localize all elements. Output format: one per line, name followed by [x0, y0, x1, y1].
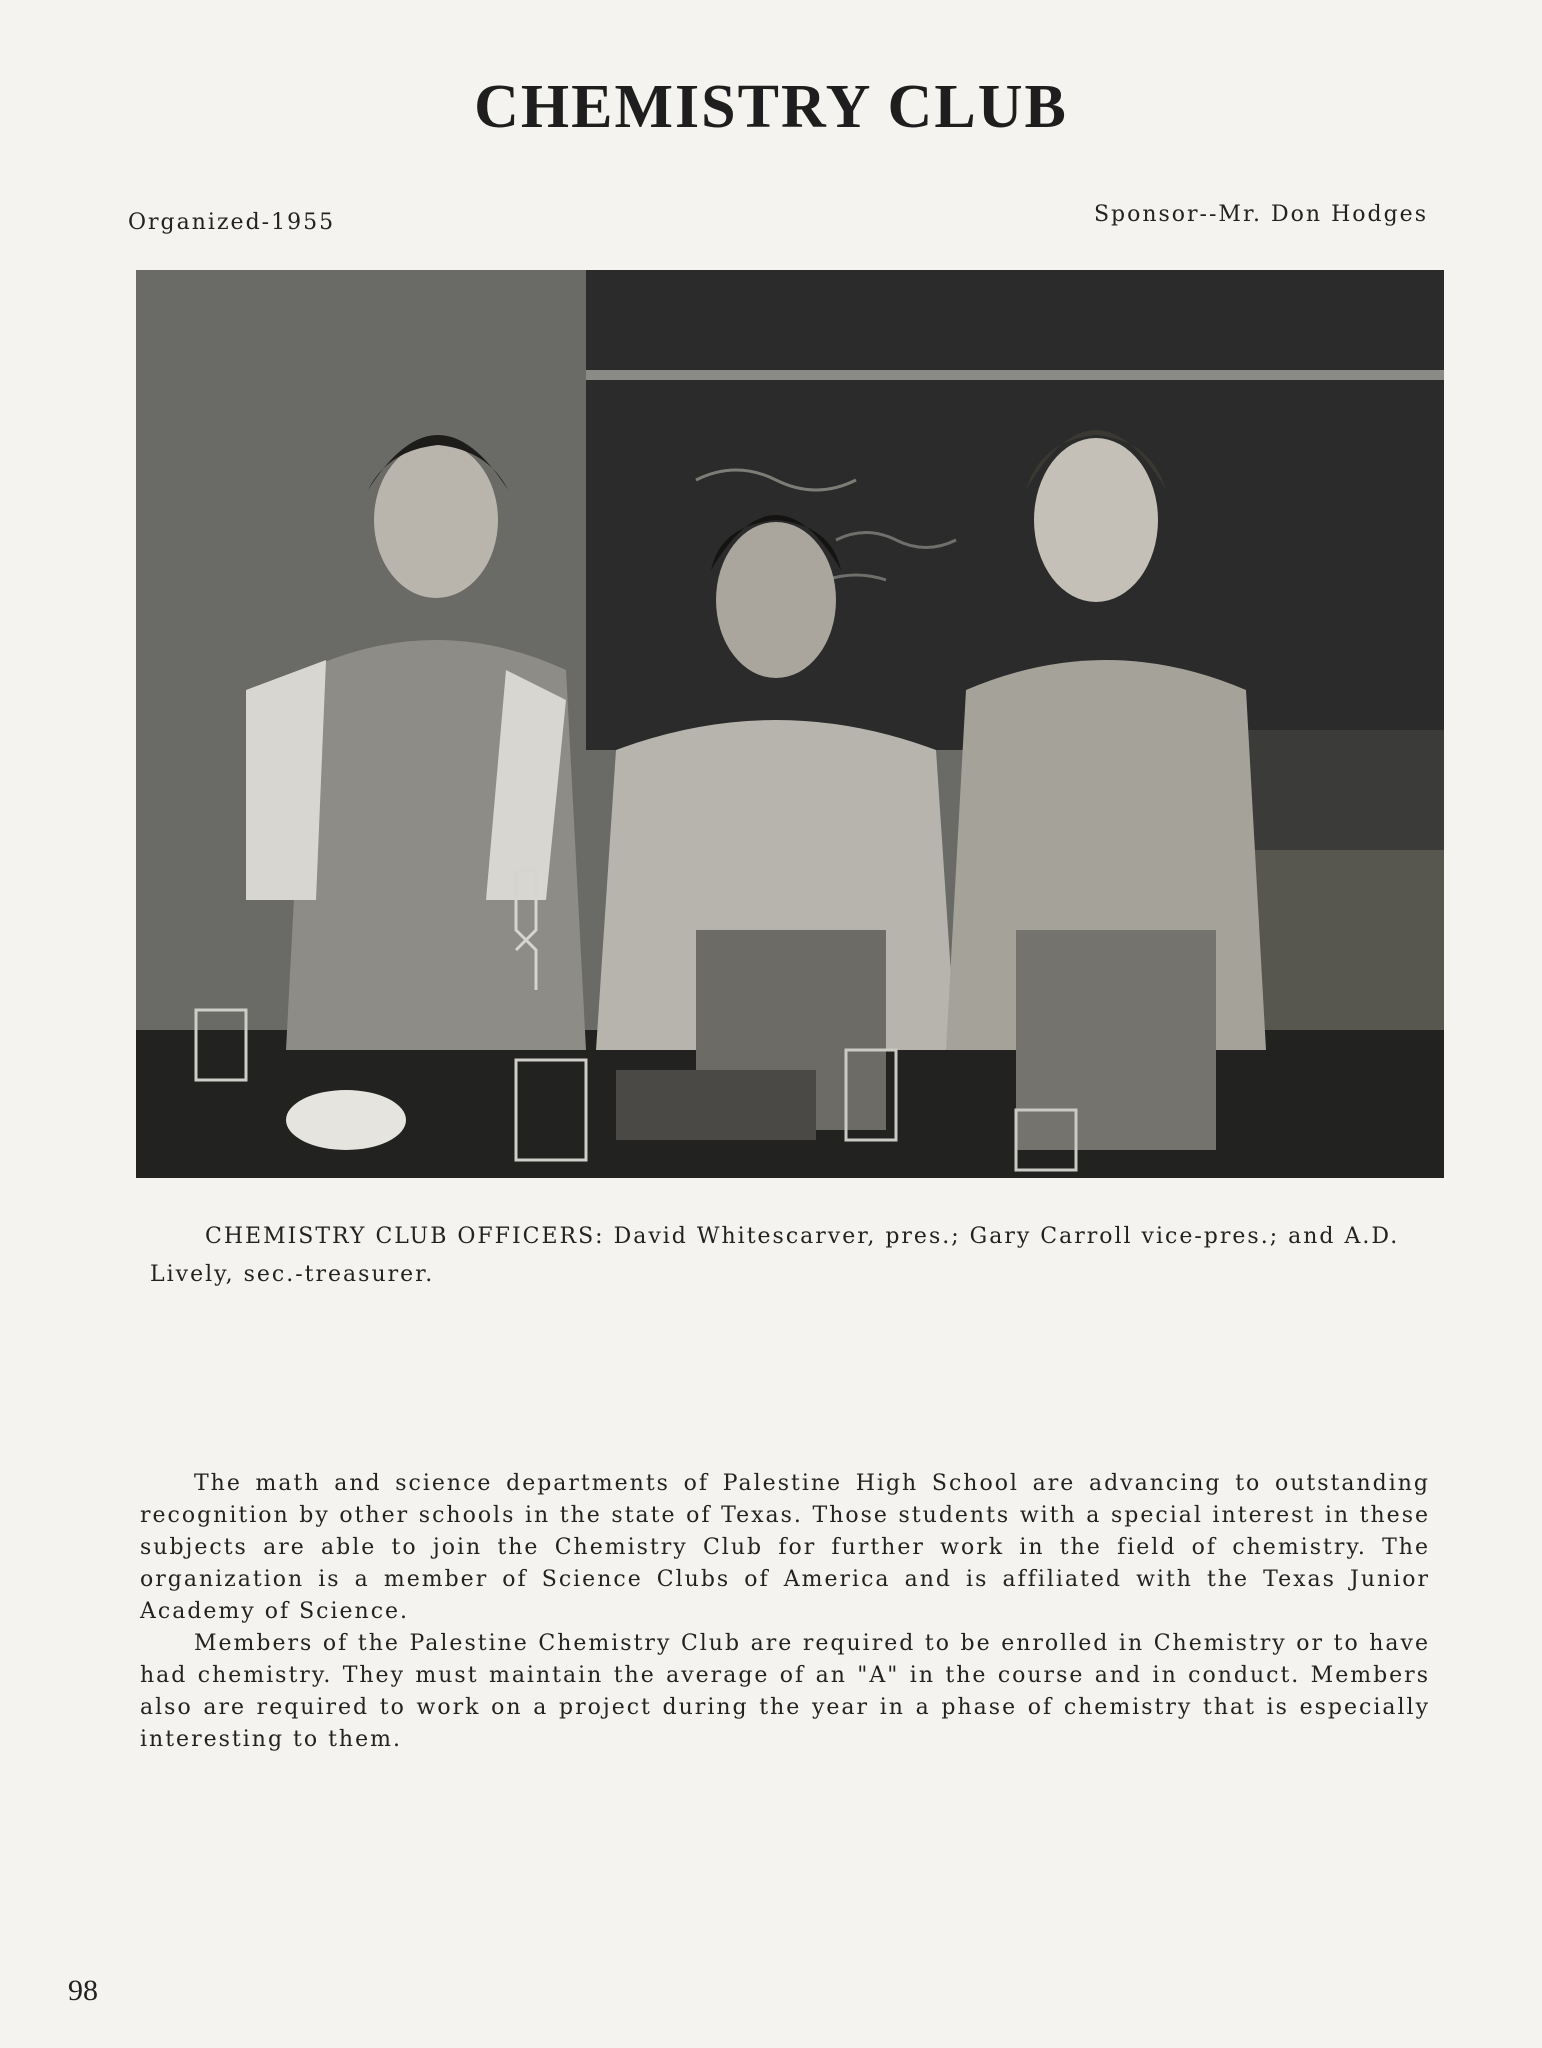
article-body — [140, 1468, 1430, 1756]
organized-year: Organized-1955 — [128, 210, 336, 235]
page-number: 98 — [68, 1974, 98, 2007]
page-title: CHEMISTRY CLUB — [474, 73, 1068, 141]
body-paragraph-2: Members of the Palestine Chemistry Club are required to be enrolled in Chemistry or to have had chemistry. They must maintain the average of an "A" in the course and in conduct. Members also are required to work on a project during the year in a phase of chemistry that is especially interesting to them. — [140, 1631, 1430, 1752]
photo-caption — [150, 1218, 1440, 1294]
group-photo-icon — [136, 270, 1444, 1178]
sponsor-name: Sponsor--Mr. Don Hodges — [1093, 202, 1428, 227]
officers-photo — [136, 270, 1444, 1178]
caption-text: CHEMISTRY CLUB OFFICERS: David Whitescarver, pres.; Gary Carroll vice-pres.; and A.D. Lively, sec.-treasurer. — [150, 1224, 1400, 1287]
body-paragraph-1: The math and science departments of Palestine High School are advancing to outstanding recognition by other schools in the state of Texas. Those students with a special interest in these subjects are able to join the Chemistry Club for further work in the field of chemistry. The organization is a member of Science Clubs of America and is affiliated with the Texas Junior Academy of Science. — [140, 1471, 1430, 1624]
